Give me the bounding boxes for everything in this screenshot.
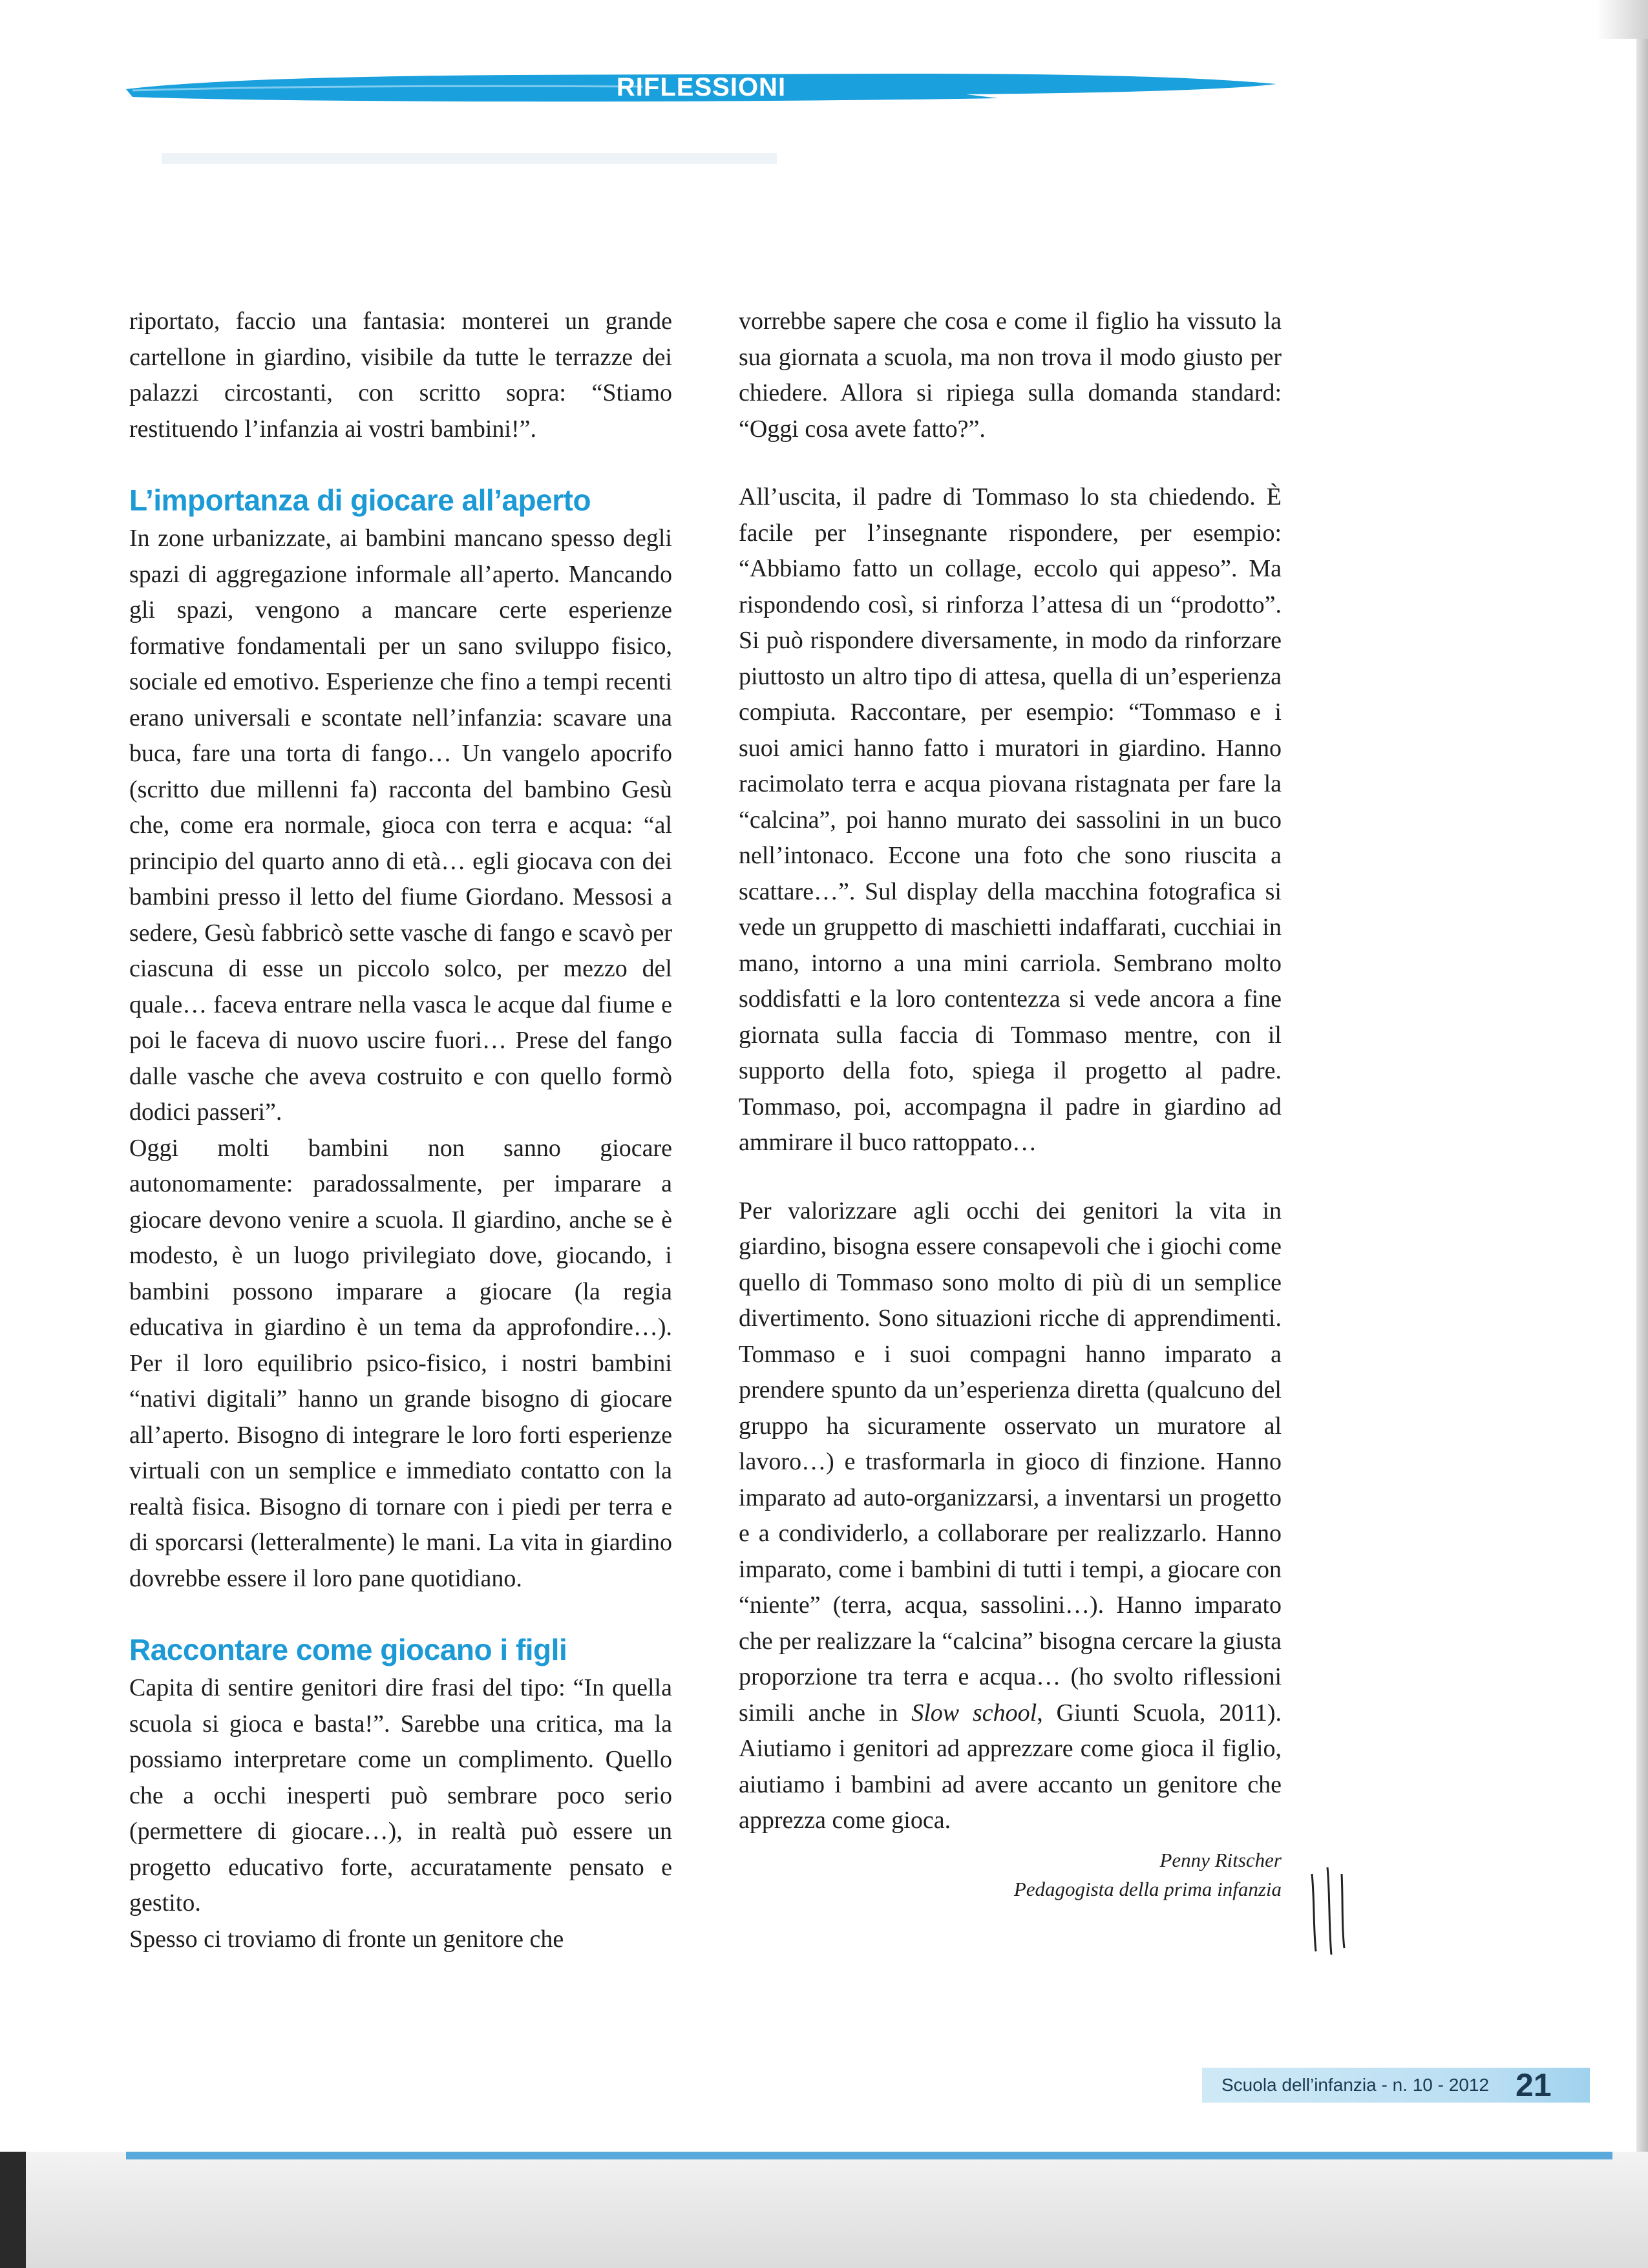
page-number: 21 [1516,2067,1552,2103]
paragraph: Oggi molti bambini non sanno giocare autonomamente: paradossalmente, per imparare a giocare devono venire a scuola. Il giardino, anche se è modesto, è un luogo privilegiato dove, giocando, i bambini possono imparare a giocare (la regia educativa in giardino è un tema da approfondire…). Per il loro equilibrio psico-fisico, i nostri bambini “nativi digitali” hanno un grande bisogno di giocare all’aperto. Bisogno di integrare le loro forti esperienze virtuali con un semplice e immediato contatto con la realtà fisica. Bisogno di tornare con i piedi per terra e di sporcarsi (letteralmente) le mani. La vita in giardino dovrebbe essere il loro pane quotidiano. [129,1134,672,1592]
section-heading: Raccontare come giocano i figli [129,1633,567,1666]
author-role: Pedagogista della prima infanzia [1013,1877,1282,1900]
section-title: RIFLESSIONI [616,72,787,101]
page-footer [1202,2068,1590,2103]
paragraph: vorrebbe sapere che cosa e come il figlio ha vissuto la sua giornata a scuola, ma non trova il modo giusto per chiedere. Allora si ripiega sulla domanda standard: “Oggi cosa avete fatto?”. [739,308,1282,443]
section-heading: L’importanza di giocare all’aperto [129,483,591,517]
paragraph: In zone urbanizzate, ai bambini mancano spesso degli spazi di aggregazione informale all’aperto. Mancando gli spazi, vengono a mancare certe esperienze formative fondamentali per un sano sviluppo fisico, sociale ed emotivo. Esperienze che fino a tempi recenti erano universali e scontate nell’infanzia: scavare una buca, fare una torta di fango… Un vangelo apocrifo (scritto due millenni fa) racconta del bambino Gesù che, come era normale, gioca con terra e acqua: “al principio del quarto anno di età… egli giocava con dei bambini presso il letto del fiume Giordano. Messosi a sedere, Gesù fabbricò sette vasche di fango e scavò per ciascuna di esse un piccolo solco, per mezzo del quale… faceva entrare nella vasca le acque dal fiume e poi le faceva di nuovo uscire fuori… Prese del fango dalle vasche che aveva costruito e con quello formò dodici passeri”. [129,525,672,1126]
section-banner [126,65,1276,110]
paragraph [739,1193,1282,1839]
paragraph: Capita di sentire genitori dire frasi del tipo: “In quella scuola si gioca e basta!”. Sarebbe una critica, ma la possiamo interpretare come un complimento. Quello che a occhi inesperti può sembrare poco serio (permettere di giocare…), in realtà può essere un progetto educativo forte, accuratamente pensato e gestito. [129,1674,672,1916]
reverse-page-bleed: ▬▬▬▬▬▬▬▬▬▬▬▬▬▬▬▬▬ [162,131,777,172]
right-column [739,304,1282,1904]
paragraph: riportato, faccio una fantasia: monterei un grande cartellone in giardino, visibile da tutte le terrazze dei palazzi circostanti, con scritto sopra: “Stiamo restituendo l’infanzia ai vostri bambini!”. [129,308,672,443]
scan-binding-edge [0,2152,26,2268]
author-name: Penny Ritscher [1159,1848,1282,1871]
scan-page-edge [1636,0,1648,2268]
handwritten-margin-marks [1305,1861,1357,1958]
paragraph-text: Per valorizzare agli occhi dei genitori la vita in giardino, bisogna essere consapevoli che i giochi come quello di Tommaso sono molto di più di un semplice divertimento. Sono situazioni ricche di apprendimenti. Tommaso e i suoi compagni hanno imparato a prendere spunto da un’esperienza diretta (qualcuno del gruppo ha sicuramente osservato un muratore al lavoro…) e trasformarla in gioco di finzione. Hanno imparato ad auto-organizzarsi, a inventarsi un progetto e a condividerlo, a collaborare per realizzarlo. Hanno imparato, come i bambini di tutti i tempi, a giocare con “niente” (terra, acqua, sassolini…). Hanno imparato che per realizzare la “calcina” bisogna cercare la giusta proporzione tra terra e acqua… (ho svolto riflessioni simili anche in [739,1197,1282,1727]
paragraph: Spesso ci troviamo di fronte un genitore che [129,1925,564,1953]
scan-page-corner [1596,0,1648,39]
author-signature [739,1845,1282,1904]
footer-rule [126,2152,1612,2159]
scan-page-bottom [0,2152,1648,2268]
paragraph: All’uscita, il padre di Tommaso lo sta chiedendo. È facile per l’insegnante rispondere, per esempio: “Abbiamo fatto un collage, eccolo qui appeso”. Ma rispondendo così, si rinforza l’attesa di un “prodotto”. Si può rispondere diversamente, in modo da rinforzare piuttosto un altro tipo di attesa, quella di un’esperienza compiuta. Raccontare, per esempio: “Tommaso e i suoi amici hanno fatto i muratori in giardino. Hanno racimolato terra e acqua piovana ristagnata per fare la “calcina”, poi hanno murato dei sassolini in un buco nell’intonaco. Eccone una foto che sono riuscita a scattare…”. Sul display della macchina fotografica si vede un gruppetto di maschietti indaffarati, cucchiai in mano, intorno a una mini carriola. Sembrano molto soddisfatti e la loro contentezza si vede ancora a fine giornata sulla faccia di Tommaso mentre, con il supporto della foto, spiega il progetto al padre. Tommaso, poi, accompagna il padre in giardino ad ammirare il buco rattoppato… [739,483,1282,1156]
paragraph-text: , Giunti Scuola, 2011). Aiutiamo i genitori ad apprezzare come gioca il figlio, aiutiamo i bambini ad avere accanto un genitore che apprezza come gioca. [739,1699,1282,1834]
journal-issue: Scuola dell’infanzia - n. 10 - 2012 [1221,2075,1490,2095]
book-title: Slow school [911,1699,1037,1727]
left-column [129,304,672,1957]
